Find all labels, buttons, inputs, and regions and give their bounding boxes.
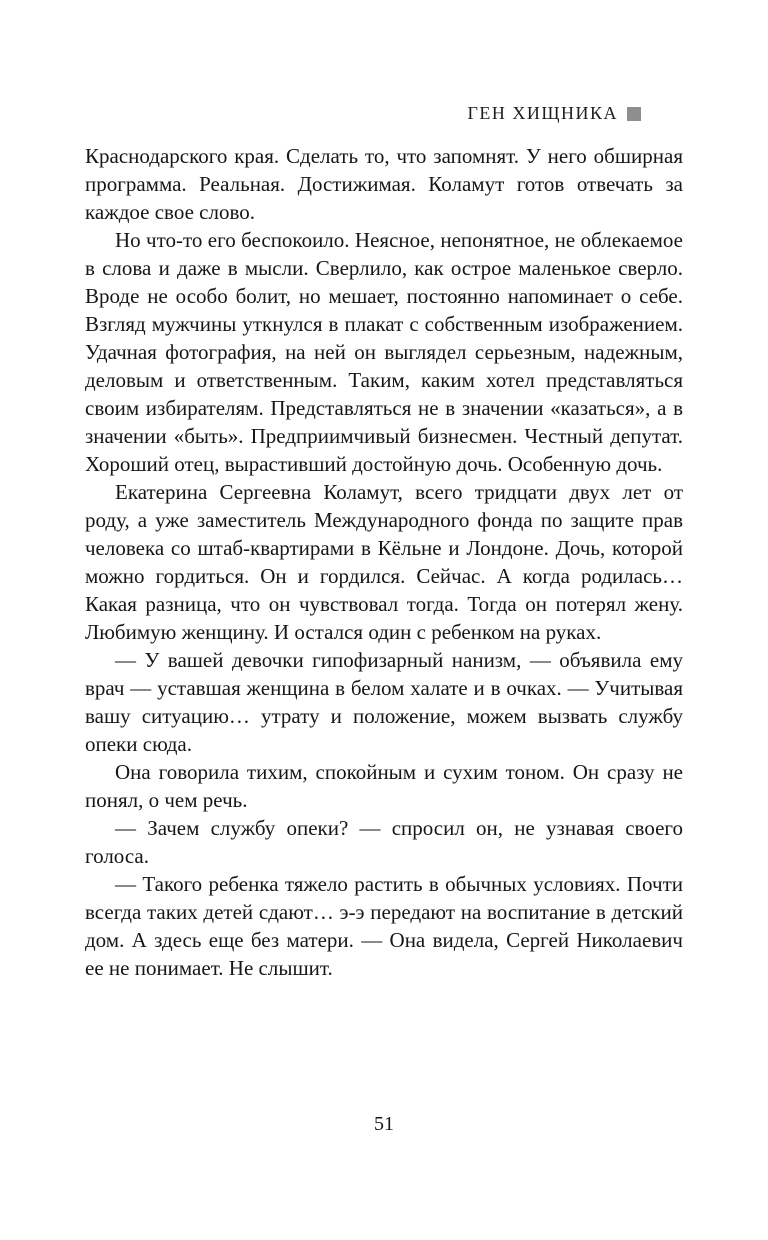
paragraph: — Такого ребенка тяжело растить в обычных условиях. Почти всегда таких детей сдают… э-э передают на воспитание в детский дом. А здесь еще без матери. — Она видела, Сергей Николаевич ее не понимает. Не слышит. — [85, 872, 683, 980]
page-number: 51 — [374, 1113, 394, 1135]
running-header — [85, 103, 641, 124]
running-header-title: ГЕН ХИЩНИКА — [467, 103, 618, 123]
paragraph: — У вашей девочки гипофизарный нанизм, — объявила ему врач — уставшая женщина в белом халате и в очках. — Учитывая вашу ситуацию… утрату и положение, можем вызвать службу опеки сюда. — [85, 648, 683, 756]
paragraph: Краснодарского края. Сделать то, что запомнят. У него обширная программа. Реальная. Достижимая. Коламут готов отвечать за каждое свое слово. — [85, 144, 683, 224]
header-square-ornament — [627, 107, 641, 121]
paragraph: Она говорила тихим, спокойным и сухим тоном. Он сразу не понял, о чем речь. — [85, 760, 683, 812]
paragraph: Екатерина Сергеевна Коламут, всего тридцати двух лет от роду, а уже заместитель Международного фонда по защите прав человека со штаб-квартирами в Кёльне и Лондоне. Дочь, которой можно гордиться. Он и гордился. Сейчас. А когда родилась… Какая разница, что он чувствовал тогда. Тогда он потерял жену. Любимую женщину. И остался один с ребенком на руках. — [85, 480, 683, 644]
page-body — [85, 142, 683, 982]
paragraph: Но что-то его беспокоило. Неясное, непонятное, не облекаемое в слова и даже в мысли. Сверлило, как острое маленькое сверло. Вроде не особо болит, но мешает, постоянно напоминает о себе. Взгляд мужчины уткнулся в плакат с собственным изображением. Удачная фотография, на ней он выглядел серьезным, надежным, деловым и ответственным. Таким, каким хотел представляться своим избирателям. Представляться не в значении «казаться», а в значении «быть». Предприимчивый бизнесмен. Честный депутат. Хороший отец, вырастивший достойную дочь. Особенную дочь. — [85, 228, 683, 476]
paragraph: — Зачем службу опеки? — спросил он, не узнавая своего голоса. — [85, 816, 683, 868]
